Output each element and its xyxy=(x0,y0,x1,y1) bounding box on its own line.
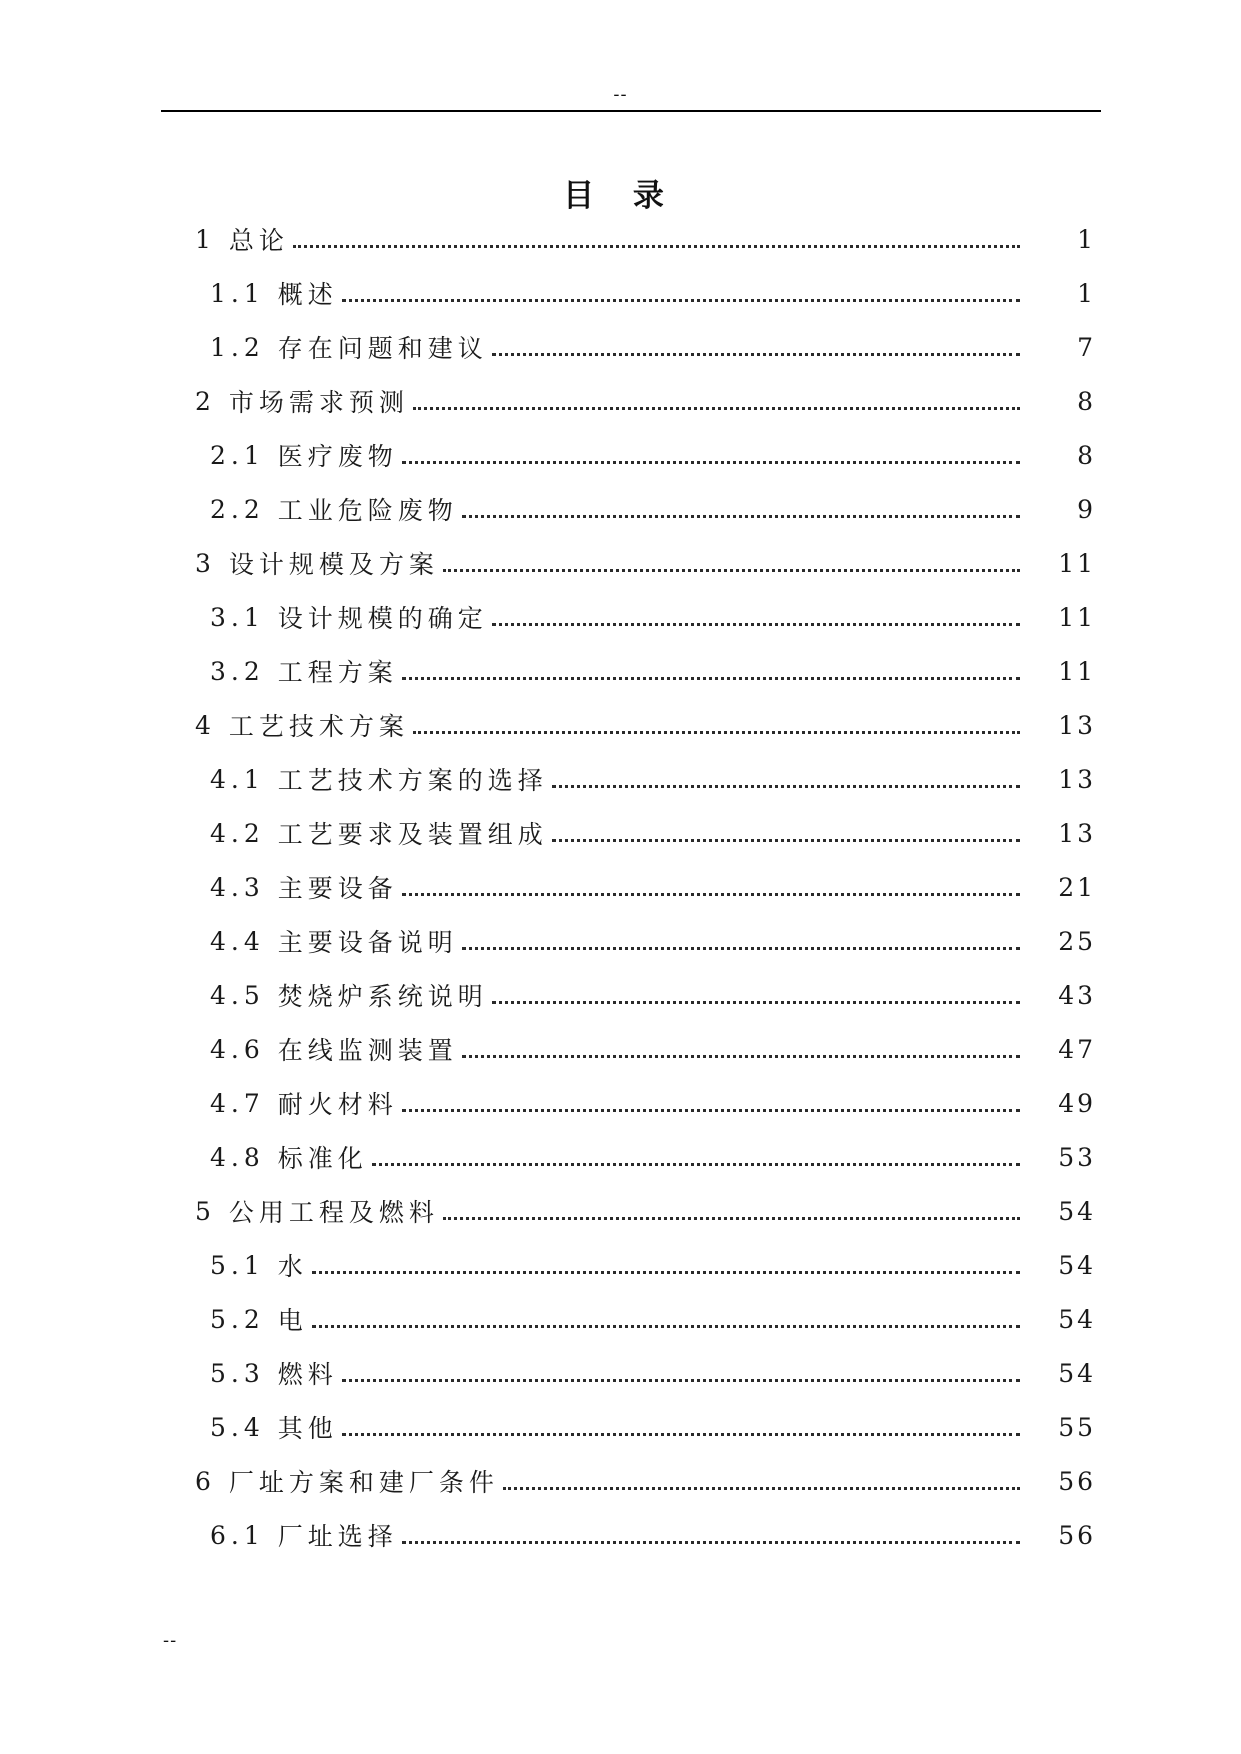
dot-leader xyxy=(293,245,1020,248)
toc-entry-title: 工艺要求及装置组成 xyxy=(277,820,548,849)
toc-entry-number: 2.2 xyxy=(210,494,265,524)
toc-entry-title: 标准化 xyxy=(277,1144,368,1173)
toc-entry-number: 3.1 xyxy=(210,602,265,632)
dot-leader xyxy=(402,1541,1020,1544)
dot-leader xyxy=(462,515,1020,518)
toc-entry-number: 4.4 xyxy=(210,926,265,956)
toc-entry[interactable] xyxy=(0,1130,1241,1184)
toc-entry[interactable] xyxy=(0,1238,1241,1292)
dot-leader xyxy=(492,353,1020,356)
toc-entry-number: 6.1 xyxy=(210,1520,265,1550)
toc-entry-page-number: 53 xyxy=(1058,1142,1096,1172)
toc-entry[interactable] xyxy=(0,698,1241,752)
toc-entry[interactable] xyxy=(0,644,1241,698)
toc-entry-title: 设计规模及方案 xyxy=(228,550,439,579)
dot-leader xyxy=(413,407,1020,410)
toc-entry-title: 工艺技术方案的选择 xyxy=(277,766,548,795)
toc-entry-number: 5.1 xyxy=(210,1250,265,1280)
toc-entry[interactable] xyxy=(0,590,1241,644)
toc-entry-title: 概述 xyxy=(277,280,338,309)
toc-entry-page-number: 49 xyxy=(1058,1088,1096,1118)
dot-leader xyxy=(342,1379,1020,1382)
toc-entry-title: 主要设备 xyxy=(277,874,398,903)
table-of-contents xyxy=(0,212,1241,1562)
toc-title: 目 录 xyxy=(563,177,678,214)
toc-entry-title: 电 xyxy=(277,1306,308,1335)
toc-entry-title: 存在问题和建议 xyxy=(277,334,488,363)
toc-entry[interactable] xyxy=(0,1400,1241,1454)
toc-entry-number: 1.1 xyxy=(210,278,265,308)
toc-entry-number: 3 xyxy=(195,548,216,578)
toc-entry[interactable] xyxy=(0,752,1241,806)
dot-leader xyxy=(402,1109,1020,1112)
toc-entry-page-number: 56 xyxy=(1058,1520,1096,1550)
toc-entry-title: 公用工程及燃料 xyxy=(228,1198,439,1227)
toc-entry[interactable] xyxy=(0,536,1241,590)
toc-entry-page-number: 11 xyxy=(1058,602,1096,632)
toc-entry-title: 总论 xyxy=(228,226,289,255)
toc-entry-title: 焚烧炉系统说明 xyxy=(277,982,488,1011)
toc-entry-page-number: 54 xyxy=(1058,1250,1096,1280)
toc-entry[interactable] xyxy=(0,1292,1241,1346)
toc-entry-page-number: 8 xyxy=(1077,386,1096,416)
toc-entry-title: 其他 xyxy=(277,1414,338,1443)
toc-entry-title: 主要设备说明 xyxy=(277,928,458,957)
toc-entry-title: 在线监测装置 xyxy=(277,1036,458,1065)
dot-leader xyxy=(402,893,1020,896)
dot-leader xyxy=(312,1271,1020,1274)
toc-entry[interactable] xyxy=(0,1454,1241,1508)
toc-entry-page-number: 21 xyxy=(1058,872,1096,902)
toc-entry-title: 厂址选择 xyxy=(277,1522,398,1551)
toc-entry[interactable] xyxy=(0,428,1241,482)
toc-entry[interactable] xyxy=(0,1184,1241,1238)
toc-entry[interactable] xyxy=(0,1508,1241,1562)
toc-entry[interactable] xyxy=(0,806,1241,860)
toc-entry-number: 2 xyxy=(195,386,216,416)
dot-leader xyxy=(342,299,1020,302)
dot-leader xyxy=(492,623,1020,626)
toc-entry-number: 4.1 xyxy=(210,764,265,794)
toc-entry-number: 4.6 xyxy=(210,1034,265,1064)
toc-entry-number: 5 xyxy=(195,1196,216,1226)
toc-entry-number: 2.1 xyxy=(210,440,265,470)
dot-leader xyxy=(492,1001,1020,1004)
toc-entry-page-number: 1 xyxy=(1077,278,1096,308)
dot-leader xyxy=(372,1163,1020,1166)
toc-entry-page-number: 8 xyxy=(1077,440,1096,470)
toc-entry-page-number: 1 xyxy=(1077,224,1096,254)
toc-entry-number: 6 xyxy=(195,1466,216,1496)
toc-entry-title: 医疗废物 xyxy=(277,442,398,471)
dot-leader xyxy=(402,461,1020,464)
toc-entry-page-number: 54 xyxy=(1058,1196,1096,1226)
toc-entry-title: 燃料 xyxy=(277,1360,338,1389)
toc-entry[interactable] xyxy=(0,914,1241,968)
toc-entry-number: 3.2 xyxy=(210,656,265,686)
toc-entry[interactable] xyxy=(0,374,1241,428)
toc-entry-number: 4.3 xyxy=(210,872,265,902)
toc-entry-page-number: 13 xyxy=(1058,818,1096,848)
toc-entry-page-number: 13 xyxy=(1058,764,1096,794)
toc-entry[interactable] xyxy=(0,212,1241,266)
dot-leader xyxy=(342,1433,1020,1436)
toc-entry-title: 工程方案 xyxy=(277,658,398,687)
toc-entry-title: 厂址方案和建厂条件 xyxy=(228,1468,499,1497)
toc-entry-number: 5.4 xyxy=(210,1412,265,1442)
toc-entry-page-number: 13 xyxy=(1058,710,1096,740)
dot-leader xyxy=(552,839,1020,842)
toc-entry-page-number: 11 xyxy=(1058,548,1096,578)
footer-mark: -- xyxy=(163,1630,178,1651)
toc-entry-title: 水 xyxy=(277,1252,308,1281)
toc-entry-page-number: 54 xyxy=(1058,1358,1096,1388)
toc-entry-page-number: 47 xyxy=(1058,1034,1096,1064)
toc-entry-title: 市场需求预测 xyxy=(228,388,409,417)
dot-leader xyxy=(312,1325,1020,1328)
toc-entry-title: 工业危险废物 xyxy=(277,496,458,525)
toc-entry-number: 4.5 xyxy=(210,980,265,1010)
toc-entry-page-number: 25 xyxy=(1058,926,1096,956)
dot-leader xyxy=(462,1055,1020,1058)
toc-entry[interactable] xyxy=(0,968,1241,1022)
toc-entry[interactable] xyxy=(0,320,1241,374)
toc-entry[interactable] xyxy=(0,1076,1241,1130)
dot-leader xyxy=(462,947,1020,950)
toc-entry[interactable] xyxy=(0,266,1241,320)
toc-entry[interactable] xyxy=(0,1346,1241,1400)
header-mark: -- xyxy=(613,84,628,105)
dot-leader xyxy=(552,785,1020,788)
toc-entry-number: 5.3 xyxy=(210,1358,265,1388)
toc-entry-number: 1.2 xyxy=(210,332,265,362)
dot-leader xyxy=(413,731,1020,734)
toc-entry-title: 耐火材料 xyxy=(277,1090,398,1119)
toc-entry-page-number: 43 xyxy=(1058,980,1096,1010)
toc-entry[interactable] xyxy=(0,1022,1241,1076)
toc-entry-page-number: 7 xyxy=(1077,332,1096,362)
toc-entry-number: 4.8 xyxy=(210,1142,265,1172)
header-rule xyxy=(161,110,1101,112)
toc-entry[interactable] xyxy=(0,482,1241,536)
toc-entry-number: 5.2 xyxy=(210,1304,265,1334)
toc-entry-page-number: 9 xyxy=(1077,494,1096,524)
toc-entry-title: 设计规模的确定 xyxy=(277,604,488,633)
dot-leader xyxy=(443,1217,1020,1220)
toc-entry-page-number: 55 xyxy=(1058,1412,1096,1442)
toc-entry-number: 1 xyxy=(195,224,216,254)
toc-entry-number: 4.2 xyxy=(210,818,265,848)
toc-entry-page-number: 56 xyxy=(1058,1466,1096,1496)
dot-leader xyxy=(402,677,1020,680)
toc-entry[interactable] xyxy=(0,860,1241,914)
toc-entry-number: 4.7 xyxy=(210,1088,265,1118)
toc-entry-number: 4 xyxy=(195,710,216,740)
toc-entry-page-number: 54 xyxy=(1058,1304,1096,1334)
toc-entry-page-number: 11 xyxy=(1058,656,1096,686)
dot-leader xyxy=(443,569,1020,572)
dot-leader xyxy=(503,1487,1020,1490)
toc-entry-title: 工艺技术方案 xyxy=(228,712,409,741)
